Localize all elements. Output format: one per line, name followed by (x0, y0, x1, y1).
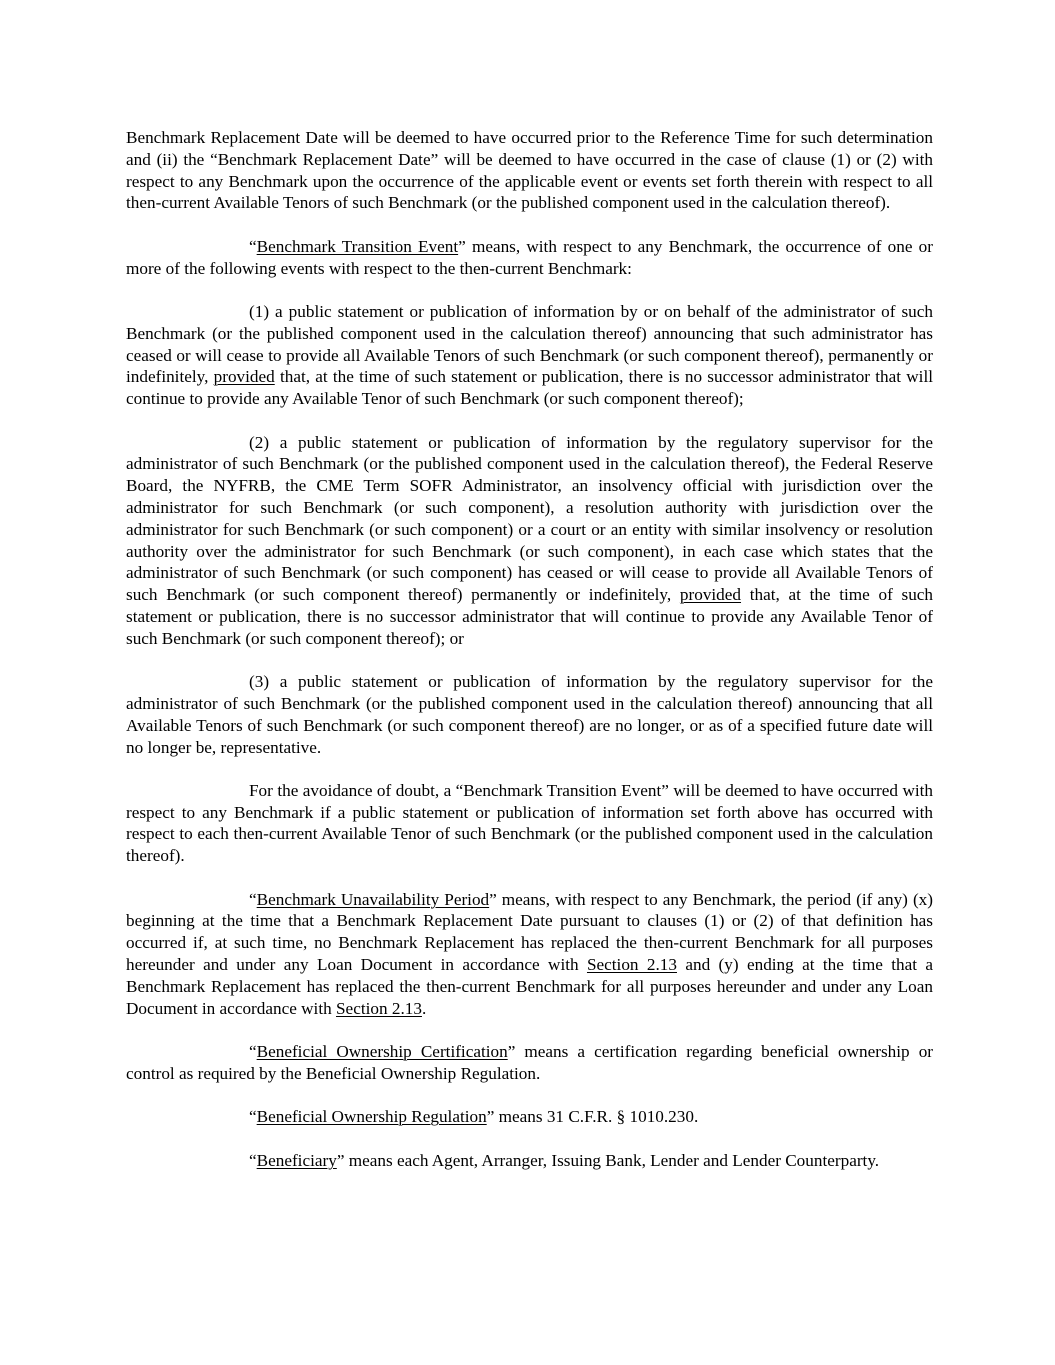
definition-text: . (421, 998, 427, 1018)
paragraph-avoidance-of-doubt (126, 780, 933, 867)
definition-text: ” means, with respect to any Benchmark, the period (if any) (x) beginning at the time that a Benchmark Replacement Date pursuant to clauses (1) or (2) of that definition has occurred if, at such time, no Benchmark Replacement has replaced the then-current Benchmark for all purposes hereunder and under any Loan Document in accordance with (126, 889, 933, 975)
definition-beneficiary (126, 1150, 933, 1172)
paragraph-text: For the avoidance of doubt, a “Benchmark Transition Event” will be deemed to have occurred with respect to any Benchmark if a public statement or publication of information set forth above has occurred with respect to each then-current Available Tenor of such Benchmark (or the published component used in the calculation thereof). (126, 780, 933, 866)
provided-term: provided (679, 585, 742, 605)
clause-text: that, at the time of such statement or publication, there is no successor administrator that will continue to provide any Available Tenor of such Benchmark (or such component thereof); (126, 367, 933, 409)
clause-text: that, at the time of such statement or publication, there is no successor administrator that will continue to provide any Available Tenor of such Benchmark (or such component thereof); or (126, 585, 934, 648)
defined-term: Benchmark Transition Event (256, 236, 459, 256)
definition-text: ” means each Agent, Arranger, Issuing Bank, Lender and Lender Counterparty. (336, 1150, 880, 1170)
defined-term: Beneficial Ownership Regulation (256, 1107, 487, 1127)
document-page (126, 127, 933, 1193)
definition-text: ” means a certification regarding beneficial ownership or control as required by the Beneficial Ownership Regulation. (126, 1042, 934, 1083)
open-quote: “ (249, 1107, 257, 1127)
clause-text: (3) a public statement or publication of information by the regulatory supervisor for the administrator of such Benchmark (or the published component used in the calculation thereof) announcing that all Available Tenors of such Benchmark (or such component thereof) are no longer, or as of a specified future date will no longer be, representative. (126, 672, 933, 757)
open-quote: “ (249, 1150, 257, 1170)
definition-text: and (y) ending at the time that a Benchmark Replacement has replaced the then-current Benchmark for all purposes hereunder and under any Loan Document in accordance with (126, 955, 933, 1018)
clause-text: (2) a public statement or publication of information by the regulatory supervisor for the administrator of such Benchmark (or the published component used in the calculation thereof), the Federal Reserve Board, the NYFRB, the CME Term SOFR Administrator, an insolvency official with jurisdiction over the administrator for such Benchmark (or such component), a resolution authority with jurisdiction over the administrator for such Benchmark (or such component) or a court or an entity with similar insolvency or resolution authority over the administrator for such Benchmark (or such component), in each case which states that the administrator of such Benchmark (or such component) has ceased or will cease to provide all Available Tenors of such Benchmark (or such component thereof) permanently or indefinitely, (126, 432, 933, 605)
clause-text: (1) a public statement or publication of information by or on behalf of the administrator of such Benchmark (or the published component used in the calculation thereof) announcing that such administrator has ceased or will cease to provide all Available Tenors of such Benchmark (or such component thereof), permanently or indefinitely, (126, 301, 933, 387)
provided-term: provided (213, 367, 275, 387)
open-quote: “ (249, 889, 257, 909)
definition-beneficial-ownership-certification (126, 1041, 933, 1085)
open-quote: “ (249, 1042, 257, 1062)
clause-3 (126, 671, 933, 758)
defined-term: Beneficiary (256, 1150, 337, 1170)
clause-2 (126, 432, 933, 650)
definition-beneficial-ownership-regulation (126, 1106, 933, 1128)
definition-text: ” means, with respect to any Benchmark, the occurrence of one or more of the following events with respect to the then-current Benchmark: (126, 236, 933, 278)
definition-benchmark-unavailability-period (126, 889, 933, 1020)
section-reference: Section 2.13 (336, 998, 422, 1018)
open-quote: “ (249, 236, 257, 256)
paragraph-benchmark-replacement-date-continuation (126, 127, 933, 214)
section-reference: Section 2.13 (586, 955, 677, 975)
definition-text: ” means 31 C.F.R. § 1010.230. (486, 1107, 699, 1127)
paragraph-text: Benchmark Replacement Date will be deemed to have occurred prior to the Reference Time for such determination and (ii) the “Benchmark Replacement Date” will be deemed to have occurred in the case of clause (1) or (2) with respect to any Benchmark upon the occurrence of the applicable event or events set forth therein with respect to all then-current Available Tenors of such Benchmark (or the published component used in the calculation thereof). (126, 128, 933, 213)
defined-term: Beneficial Ownership Certification (256, 1042, 508, 1062)
definition-benchmark-transition-event (126, 236, 933, 280)
defined-term: Benchmark Unavailability Period (256, 889, 490, 909)
clause-1 (126, 301, 933, 410)
